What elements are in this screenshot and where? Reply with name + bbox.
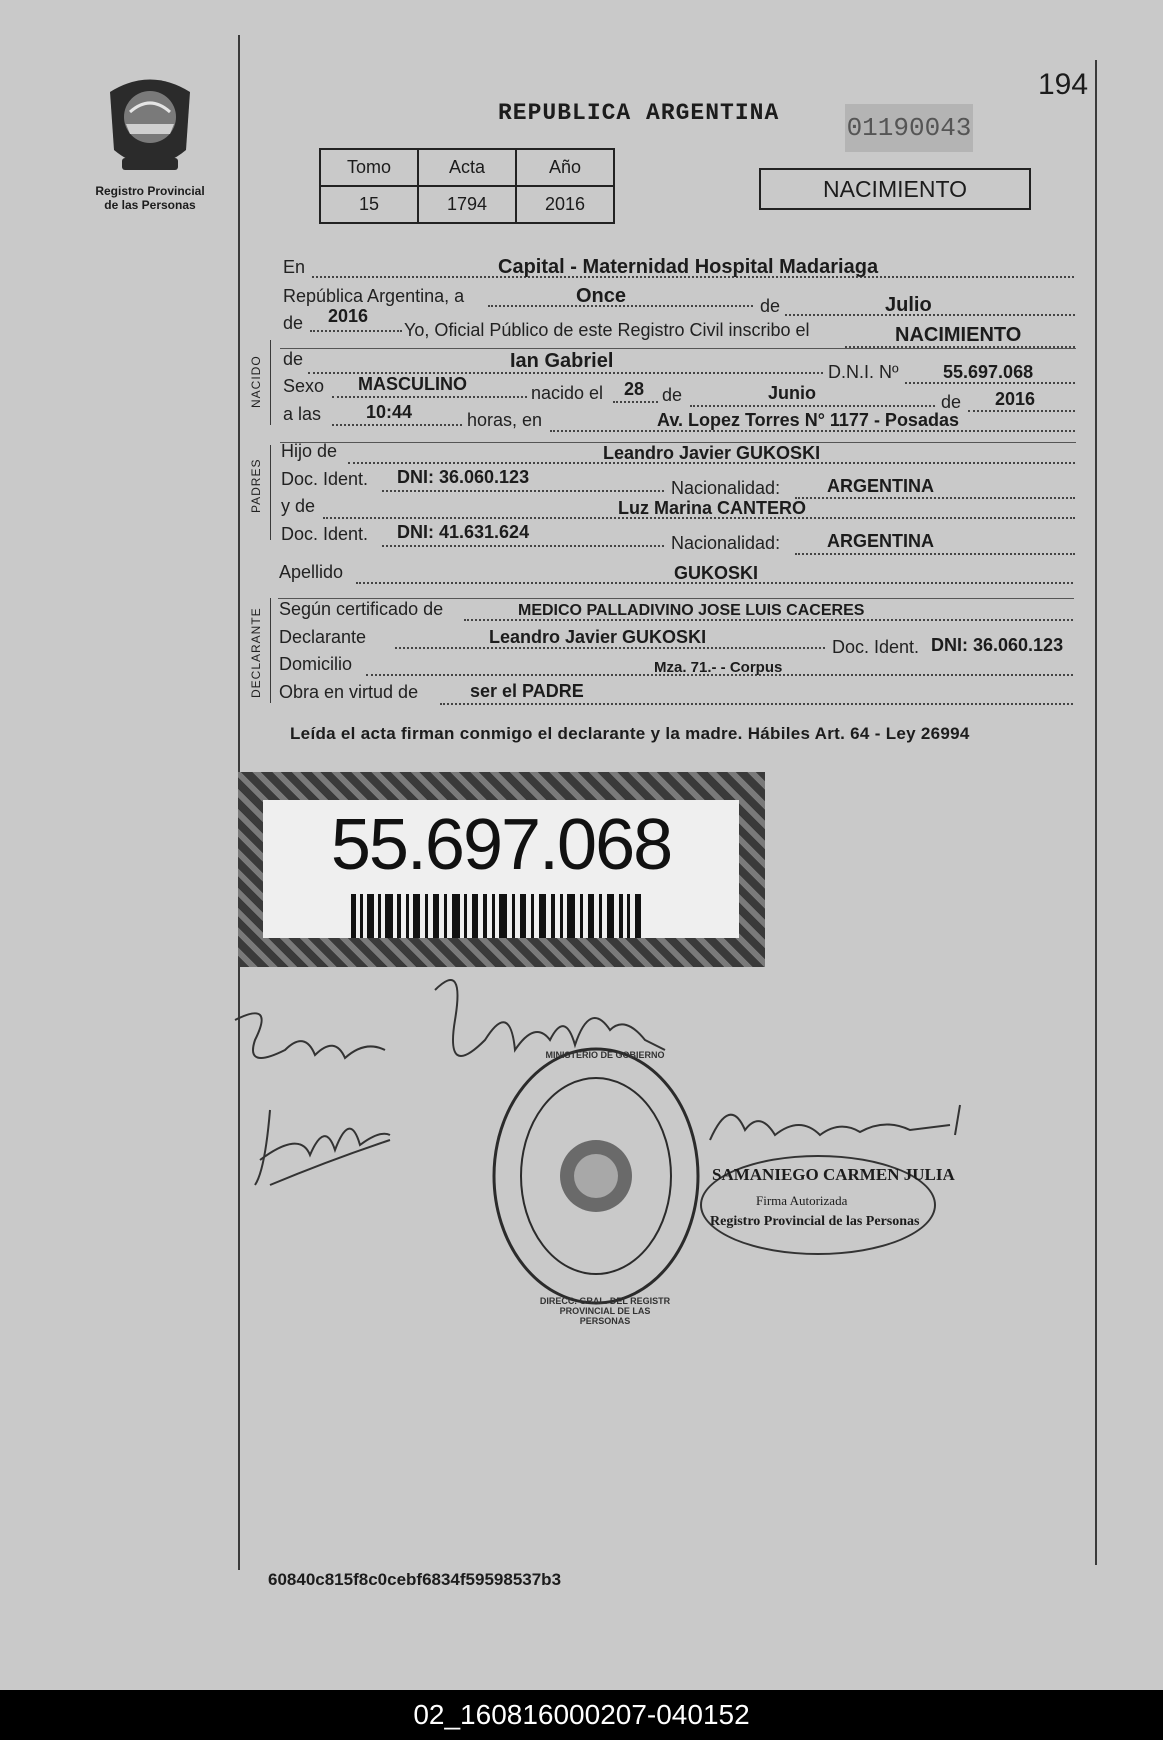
label-de-year: de	[283, 313, 304, 333]
value-mother-nat: ARGENTINA	[827, 531, 934, 551]
official-signature	[690, 1090, 990, 1160]
barcode	[351, 894, 651, 938]
registry-table-header	[320, 149, 614, 186]
label-de-month: de	[760, 296, 781, 316]
padres-bracket	[270, 445, 271, 540]
label-y-de: y de	[281, 496, 316, 516]
value-certificate: MEDICO PALLADIVINO JOSE LUIS CACERES	[518, 602, 865, 619]
label-nacido-el: nacido el	[531, 383, 604, 403]
label-doc-ident-mother: Doc. Ident.	[281, 524, 369, 544]
dotline-time	[332, 424, 462, 426]
label-republica: República Argentina, a	[283, 286, 465, 306]
document-hash: 60840c815f8c0cebf6834f59598537b3	[268, 1570, 562, 1589]
closing-text: Leída el acta firman conmigo el declarante y la madre. Hábiles Art. 64 - Ley 26994	[290, 724, 970, 743]
dotline-birth-year	[968, 410, 1075, 412]
label-nacionalidad-father: Nacionalidad:	[671, 478, 781, 498]
side-label-padres: PADRES	[249, 458, 263, 513]
declarante-bracket	[270, 598, 271, 703]
logo-caption-line1: Registro Provincial	[95, 184, 205, 198]
official-role: Firma Autorizada	[756, 1193, 848, 1208]
footer-id-bar	[0, 1690, 1163, 1740]
dotline-birth-day	[613, 401, 658, 403]
label-a-las: a las	[283, 404, 322, 424]
right-margin-line	[1095, 60, 1097, 1565]
label-de-anio: de	[941, 392, 962, 412]
value-address: Mza. 71.- - Corpus	[654, 659, 783, 676]
value-day-text: Once	[576, 285, 627, 307]
value-month: Julio	[885, 294, 932, 316]
act-type: NACIMIENTO	[823, 176, 967, 202]
value-declarant-doc: DNI: 36.060.123	[931, 635, 1064, 655]
nacido-bracket	[270, 340, 271, 425]
official-seal	[490, 1045, 702, 1307]
value-birth-month: Junio	[768, 383, 816, 403]
country-title: REPUBLICA ARGENTINA	[498, 100, 780, 126]
label-inscribo: Yo, Oficial Público de este Registro Civil inscribo el	[404, 320, 810, 340]
label-de-mes: de	[662, 385, 683, 405]
value-place: Capital - Maternidad Hospital Madariaga	[498, 256, 879, 278]
dotline-mother-nat	[795, 553, 1075, 555]
label-doc-ident-declarant: Doc. Ident.	[832, 637, 920, 657]
label-dni: D.N.I. Nº	[828, 362, 899, 382]
dni-banner-card	[263, 800, 739, 938]
value-birth-time: 10:44	[366, 402, 413, 422]
serial-number: 01190043	[846, 113, 972, 143]
label-domicilio: Domicilio	[279, 654, 353, 674]
dotline-mother-doc	[382, 545, 664, 547]
label-en: En	[283, 257, 306, 277]
dni-banner	[238, 772, 765, 967]
label-hijo-de: Hijo de	[281, 441, 338, 461]
label-nacionalidad-mother: Nacionalidad:	[671, 533, 781, 553]
label-sexo: Sexo	[283, 376, 325, 396]
registry-table	[319, 148, 615, 224]
registry-table-row	[320, 186, 614, 223]
dotline-year	[310, 330, 402, 332]
value-mother: Luz Marina CANTERO	[618, 498, 807, 518]
label-horas-en: horas, en	[467, 410, 543, 430]
value-act: NACIMIENTO	[895, 324, 1022, 346]
value-father-doc: DNI: 36.060.123	[397, 467, 530, 487]
provincial-logo	[100, 72, 200, 182]
value-birth-day: 28	[624, 379, 645, 399]
value-father-nat: ARGENTINA	[827, 476, 934, 496]
act-type-box	[759, 168, 1031, 210]
seal-icon	[490, 1045, 702, 1307]
col-acta: Acta	[418, 149, 516, 186]
value-father: Leandro Javier GUKOSKI	[603, 443, 821, 463]
official-name: SAMANIEGO CARMEN JULIA	[712, 1165, 955, 1184]
label-declarante: Declarante	[279, 627, 367, 647]
official-org: Registro Provincial de las Personas	[710, 1214, 920, 1229]
label-obra: Obra en virtud de	[279, 682, 419, 702]
footer-id: 02_160816000207-040152	[413, 1699, 750, 1730]
label-segun-cert: Según certificado de	[279, 599, 444, 619]
value-surname: GUKOSKI	[674, 563, 759, 583]
value-mother-doc: DNI: 41.631.624	[397, 522, 530, 542]
value-sex: MASCULINO	[358, 374, 467, 394]
seal-ring-text: DIRECC. GRAL. DEL REGISTR PROVINCIAL DE LAS PERSONAS	[539, 1296, 671, 1326]
label-de-name: de	[283, 349, 304, 369]
value-name: Ian Gabriel	[510, 350, 614, 372]
col-tomo: Tomo	[320, 149, 418, 186]
serial-number-stamp	[845, 104, 973, 152]
mother-signature	[240, 1090, 410, 1200]
side-label-nacido: NACIDO	[249, 355, 263, 408]
label-doc-ident-father: Doc. Ident.	[281, 469, 369, 489]
acta-value: 1794	[418, 186, 516, 223]
logo-caption-line2: de las Personas	[104, 198, 196, 212]
value-birth-place: Av. Lopez Torres N° 1177 - Posadas	[657, 410, 959, 430]
side-label-declarante: DECLARANTE	[249, 607, 263, 698]
seal-inner-text: MINISTERIO DE GOBIERNO	[545, 1050, 665, 1060]
anio-value: 2016	[516, 186, 614, 223]
logo-caption	[80, 184, 220, 212]
page-number: 194	[1038, 68, 1089, 101]
value-by-virtue: ser el PADRE	[470, 681, 584, 701]
value-dni: 55.697.068	[943, 362, 1034, 382]
tomo-value: 15	[320, 186, 418, 223]
col-anio: Año	[516, 149, 614, 186]
dotline-father-doc	[382, 490, 664, 492]
value-year: 2016	[328, 306, 369, 326]
declarant-signature	[215, 980, 395, 1090]
dotline-birth-month	[690, 405, 935, 407]
separator-1	[280, 348, 1076, 349]
dotline-sexo	[332, 396, 527, 398]
label-apellido: Apellido	[279, 562, 344, 582]
value-declarant: Leandro Javier GUKOSKI	[489, 627, 707, 647]
value-birth-year: 2016	[995, 389, 1036, 409]
coat-of-arms-icon	[100, 72, 200, 182]
dotline-by-virtue	[440, 703, 1073, 705]
dni-banner-number: 55.697.068	[330, 805, 672, 885]
dotline-father-nat	[795, 497, 1075, 499]
